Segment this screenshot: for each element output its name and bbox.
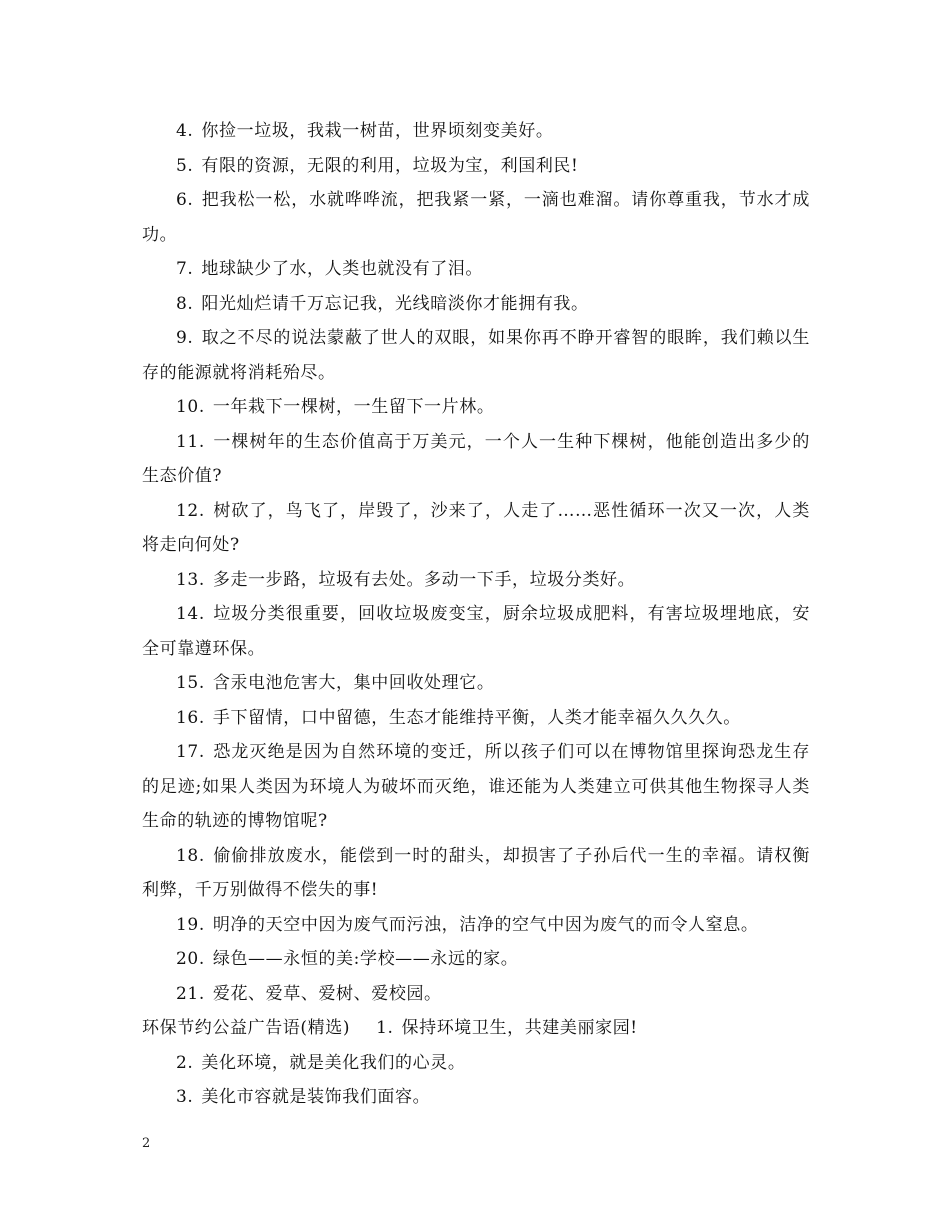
list-item-number: 9. — [176, 328, 194, 348]
list-item-text: 多走一步路，垃圾有去处。多动一下手，垃圾分类好。 — [212, 569, 636, 590]
list-item-text: 树砍了，鸟飞了，岸毁了，沙来了，人走了……恶性循环一次又一次，人类将走向何处? — [142, 500, 810, 555]
list-item — [142, 1046, 810, 1081]
list-item — [142, 839, 810, 908]
slogan-list-continued — [142, 114, 810, 1011]
list-item — [142, 252, 810, 287]
list-item-number: 17. — [176, 742, 205, 762]
document-body — [142, 114, 810, 1115]
list-item-number: 15. — [176, 673, 205, 693]
list-item-text: 你捡一垃圾，我栽一树苗，世界顷刻变美好。 — [201, 121, 554, 141]
list-item — [142, 942, 810, 977]
list-item-text: 偷偷排放废水，能偿到一时的甜头，却损害了子孙后代一生的幸福。请权衡利弊，千万别做得不偿失的事! — [142, 845, 810, 900]
page-number: 2 — [142, 1136, 151, 1151]
section-heading-line — [142, 1011, 810, 1046]
list-item-number: 7. — [176, 259, 194, 279]
list-item — [142, 597, 810, 666]
list-item-text: 恐龙灭绝是因为自然环境的变迁，所以孩子们可以在博物馆里探询恐龙生存的足迹;如果人类因为环境人为破坏而灭绝，谁还能为人类建立可供其他生物探寻人类生命的轨迹的博物馆呢? — [142, 742, 810, 831]
list-item-text: 明净的天空中因为废气而污浊，洁净的空气中因为废气的而令人窒息。 — [212, 914, 759, 935]
list-item-number: 8. — [176, 293, 194, 314]
list-item — [142, 908, 810, 943]
list-item — [142, 149, 810, 184]
list-item — [142, 1080, 810, 1115]
list-item-text: 手下留情，口中留德，生态才能维持平衡，人类才能幸福久久久久。 — [212, 707, 741, 728]
list-item — [142, 287, 810, 322]
list-item — [142, 321, 810, 390]
list-item-text: 垃圾分类很重要，回收垃圾废变宝，厨余垃圾成肥料，有害垃圾埋地底，安全可靠遵环保。 — [142, 604, 810, 659]
section-title: 环保节约公益广告语(精选) — [142, 1018, 351, 1038]
list-item-text: 有限的资源，无限的利用，垃圾为宝，利国利民! — [201, 155, 579, 176]
list-item-text: 绿色——永恒的美:学校——永远的家。 — [212, 949, 519, 969]
list-item-text: 美化市容就是装饰我们面容。 — [201, 1087, 431, 1107]
list-item-text: 含汞电池危害大，集中回收处理它。 — [212, 673, 495, 693]
list-item-text: 保持环境卫生，共建美丽家园! — [401, 1018, 638, 1038]
list-item-text: 地球缺少了水，人类也就没有了泪。 — [201, 259, 484, 279]
list-item-text: 爱花、爱草、爱树、爱校园。 — [212, 983, 442, 1004]
list-item-text: 把我松一松，水就哗哗流，把我紧一紧，一滴也难溜。请你尊重我，节水才成功。 — [142, 190, 810, 245]
list-item — [142, 701, 810, 736]
list-item — [142, 666, 810, 701]
list-item — [142, 114, 810, 149]
list-item-number: 11. — [176, 431, 205, 452]
list-item-number: 13. — [176, 569, 205, 590]
list-item-number: 10. — [176, 397, 205, 417]
list-item — [142, 390, 810, 425]
list-item-number: 4. — [176, 121, 194, 141]
list-item-number: 19. — [176, 914, 205, 935]
list-item — [142, 735, 810, 839]
list-item-number: 2. — [176, 1052, 194, 1073]
list-item — [142, 494, 810, 563]
list-item-number: 16. — [176, 707, 205, 728]
list-item-number: 3. — [176, 1087, 194, 1107]
slogan-list-new-section — [142, 1046, 810, 1115]
list-item-number: 18. — [176, 845, 205, 866]
list-item-number: 5. — [176, 155, 194, 176]
list-item-text: 一年栽下一棵树，一生留下一片林。 — [212, 397, 495, 417]
list-item-number: 6. — [176, 190, 194, 210]
list-item-number: 12. — [176, 500, 205, 521]
list-item-text: 一棵树年的生态价值高于万美元，一个人一生种下棵树，他能创造出多少的生态价值? — [142, 431, 810, 486]
list-item — [142, 183, 810, 252]
list-item — [142, 563, 810, 598]
list-item — [142, 425, 810, 494]
list-item-text: 美化环境，就是美化我们的心灵。 — [201, 1052, 466, 1073]
list-item-number: 1. — [376, 1018, 394, 1038]
list-item — [142, 977, 810, 1012]
list-item-text: 取之不尽的说法蒙蔽了世人的双眼，如果你再不睁开睿智的眼眸，我们赖以生存的能源就将消耗殆尽。 — [142, 328, 810, 383]
list-item-number: 21. — [176, 983, 205, 1004]
list-item-number: 20. — [176, 949, 205, 969]
list-item-number: 14. — [176, 604, 205, 624]
list-item-text: 阳光灿烂请千万忘记我，光线暗淡你才能拥有我。 — [201, 293, 589, 314]
